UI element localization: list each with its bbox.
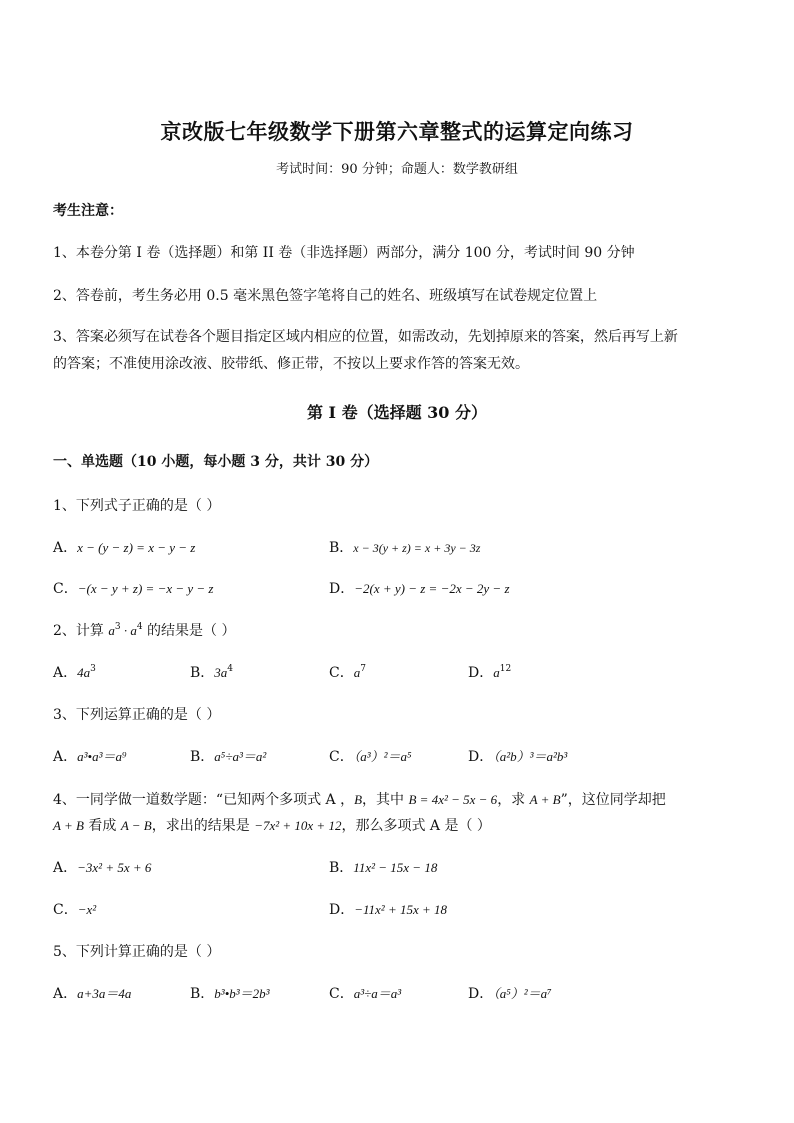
- question-4-stem-line-2: A + B 看成 A − B，求出的结果是 −7x² + 10x + 12，那么多项式 A 是（ ）: [53, 818, 491, 834]
- question-5-option-b: B．b³•b³＝2b³: [190, 986, 270, 1002]
- question-2-option-d: D．$a^{12}$: [468, 664, 512, 681]
- question-4-option-a: A．−3x² + 5x + 6: [53, 860, 152, 876]
- notice-item-1: 1、本卷分第 I 卷（选择题）和第 II 卷（非选择题）两部分，满分 100 分，考试时间 90 分钟: [53, 245, 635, 261]
- exam-info: 考试时间：90 分钟；命题人：数学教研组: [276, 162, 518, 177]
- question-1-stem: 1、下列式子正确的是（ ）: [53, 498, 221, 514]
- question-5-option-c: C．a³÷a＝a³: [329, 986, 402, 1002]
- question-1-option-c: C．−(x − y + z) = −x − y − z: [53, 581, 214, 597]
- question-3-stem: 3、下列运算正确的是（ ）: [53, 707, 221, 723]
- question-4-stem-line-1: 4、一同学做一道数学题：“已知两个多项式 A ，B，其中 B = 4x² − 5x − 6，求 A + B”，这位同学却把: [53, 792, 666, 808]
- question-2-option-a: A．$4a^3$: [53, 664, 96, 681]
- question-3-option-b: B．a⁵÷a³＝a²: [190, 749, 267, 765]
- question-3-option-d: D．（a²b）³＝a²b³: [468, 749, 568, 765]
- question-1-option-d: D．−2(x + y) − z = −2x − 2y − z: [329, 581, 510, 597]
- question-5-option-d: D．（a⁵）²＝a⁷: [468, 986, 552, 1002]
- question-4-option-d: D．−11x² + 15x + 18: [329, 902, 448, 918]
- page-title: 京改版七年级数学下册第六章整式的运算定向练习: [160, 119, 634, 144]
- notice-item-2: 2、答卷前，考生务必用 0.5 毫米黑色签字笔将自己的姓名、班级填写在试卷规定位置上: [53, 288, 598, 304]
- question-2-option-c: C．$a^7$: [329, 664, 366, 681]
- section-title: 第 I 卷（选择题 30 分）: [306, 403, 488, 422]
- question-3-option-a: A．a³•a³＝a⁹: [53, 749, 127, 765]
- question-3-option-c: C．（a³）²＝a⁵: [329, 749, 412, 765]
- question-4-option-c: C．−x²: [53, 902, 97, 918]
- notice-item-3-line-1: 3、答案必须写在试卷各个题目指定区域内相应的位置，如需改动，先划掉原来的答案，然后再写上新: [53, 329, 678, 345]
- question-1-option-b: B．x − 3(y + z) = x + 3y − 3z: [329, 540, 481, 556]
- question-1-option-a: A．x − (y − z) = x − y − z: [53, 540, 196, 556]
- question-2-option-b: B．$3a^4$: [190, 664, 234, 681]
- question-5-stem: 5、下列计算正确的是（ ）: [53, 944, 221, 960]
- notice-heading: 考生注意：: [53, 203, 123, 219]
- question-2-stem: 2、计算 $a^3 \cdot a^4$ 的结果是（ ）: [53, 622, 236, 639]
- question-4-option-b: B．11x² − 15x − 18: [329, 860, 438, 876]
- section-subtitle: 一、单选题（10 小题，每小题 3 分，共计 30 分）: [53, 454, 379, 470]
- notice-item-3-line-2: 的答案；不准使用涂改液、胶带纸、修正带，不按以上要求作答的答案无效。: [53, 356, 529, 372]
- question-5-option-a: A．a+3a＝4a: [53, 986, 132, 1002]
